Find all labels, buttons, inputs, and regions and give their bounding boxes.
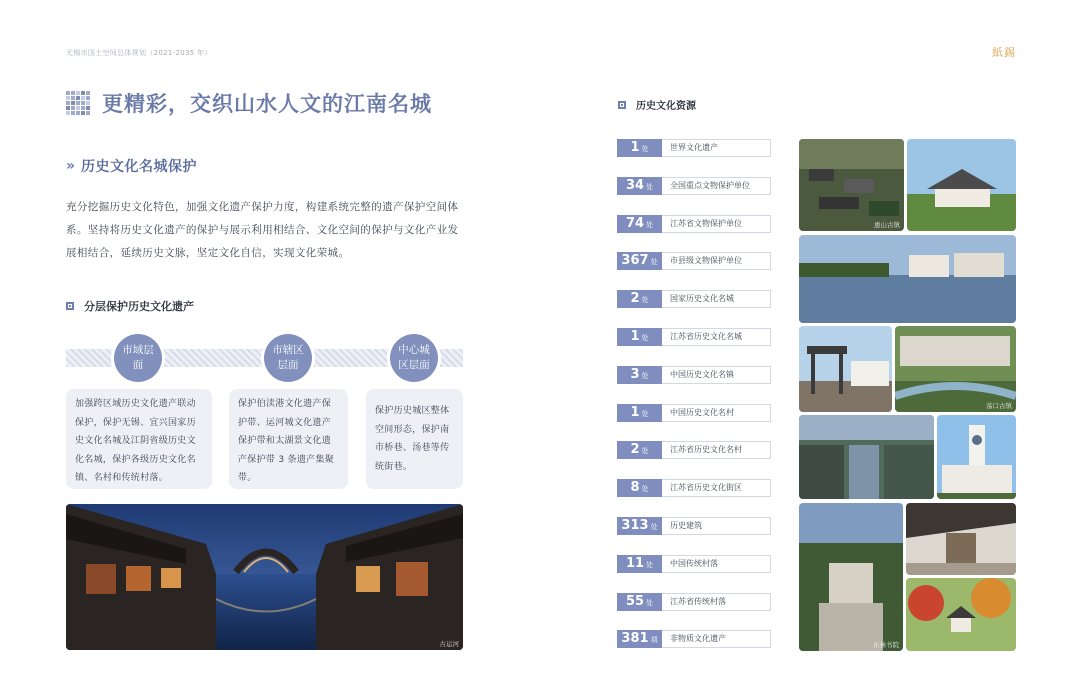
- resource-number: 313: [621, 518, 649, 533]
- old-street-illustration: [799, 415, 934, 499]
- resource-unit: 处: [641, 296, 649, 305]
- photo-clock-tower: [937, 415, 1016, 499]
- canal-night-photo: [66, 504, 463, 650]
- section-title: 分层保护历史文化遗产: [84, 300, 194, 313]
- resource-row: [617, 593, 771, 611]
- dangkou-illustration: [895, 326, 1016, 412]
- aerial-town-illustration: [799, 139, 904, 231]
- intro-paragraph: 充分挖掘历史文化特色，加强文化遗产保护力度，构建系统完整的遗产保护空间体系。坚持将历史文化遗产的保护与展示利用相结合、文化空间的保护与文化产业发展相结合，延续历史文脉，坚定文化自信，实现文化荣城。: [66, 201, 459, 259]
- resource-unit: 处: [641, 145, 649, 153]
- resource-unit: 处: [641, 485, 649, 494]
- resource-label: 世界文化遗产: [662, 139, 771, 157]
- resource-count: [617, 479, 662, 497]
- resource-unit: 处: [646, 220, 654, 229]
- document-header: 无锡市国土空间总体规划（2021-2035 年）: [66, 49, 212, 57]
- resource-number: 8: [630, 480, 640, 496]
- sub-heading: [66, 156, 197, 176]
- courtyard-illustration: [906, 503, 1016, 575]
- resources-title: 历史文化资源: [636, 101, 696, 112]
- donglin-illustration: [799, 503, 903, 651]
- resource-number: 381: [621, 631, 649, 647]
- level-card-city: 加强跨区域历史文化遗产联动保护，保护无锡、宜兴国家历史文化名城及江阴省级历史文化名城，保护各级历史文化名镇、名村和传统村落。: [66, 389, 212, 489]
- photo-canal-village: [799, 235, 1016, 323]
- resource-count: [617, 517, 662, 535]
- resource-label: 历史建筑: [662, 517, 771, 535]
- resource-row: [617, 366, 771, 384]
- photo-caption: 东林书院: [873, 641, 899, 649]
- autumn-garden-illustration: [906, 578, 1016, 651]
- resource-row: [617, 630, 771, 648]
- resource-label: 全国重点文物保护单位: [662, 177, 771, 195]
- level-card-center: 保护历史城区整体空间形态，保护南市桥巷、汤巷等传统街巷。: [366, 389, 463, 489]
- sub-heading-title: 历史文化名城保护: [81, 159, 198, 175]
- resource-unit: 处: [646, 598, 654, 607]
- photo-donglin-gate: [799, 503, 903, 651]
- title-block: [66, 88, 432, 118]
- photo-huishan-aerial: [799, 139, 904, 231]
- resource-label: 国家历史文化名城: [662, 290, 771, 308]
- photo-caption: 惠山古镇: [874, 221, 900, 229]
- resource-unit: 处: [641, 371, 649, 380]
- resource-label: 市县级文物保护单位: [662, 252, 771, 270]
- town-house-illustration: [907, 139, 1016, 231]
- resource-row: [617, 215, 771, 233]
- level-badge-district: 市辖区层面: [264, 334, 312, 382]
- gate-illustration: [799, 326, 892, 412]
- square-bullet-icon: [66, 302, 74, 310]
- photo-town-house: [907, 139, 1016, 231]
- resource-label: 江苏省历史文化名城: [662, 328, 771, 346]
- photo-old-street: [799, 415, 934, 499]
- resource-label: 中国历史文化名村: [662, 404, 771, 422]
- resource-unit: 处: [641, 409, 649, 418]
- resource-number: 1: [630, 329, 640, 344]
- resource-number: 74: [625, 215, 645, 231]
- resources-heading: [618, 97, 696, 112]
- photo-caption: 古运河: [439, 640, 459, 648]
- resource-number: 34: [625, 177, 645, 193]
- clock-tower-illustration: [937, 415, 1016, 499]
- resource-count: [617, 290, 662, 308]
- resource-label: 江苏省文物保护单位: [662, 215, 771, 233]
- resource-count: [617, 139, 662, 157]
- resource-row: [617, 177, 771, 195]
- square-bullet-icon: [618, 101, 626, 109]
- resource-unit: 处: [646, 182, 654, 191]
- photo-gate: [799, 326, 892, 412]
- resource-row: [617, 328, 771, 346]
- resource-row: [617, 555, 771, 573]
- resource-unit: 处: [646, 560, 654, 569]
- resource-count: [617, 555, 662, 573]
- resource-number: 1: [630, 404, 640, 420]
- resource-row: [617, 517, 771, 535]
- resource-count: [617, 593, 662, 611]
- resource-count: [617, 366, 662, 384]
- level-card-district: 保护伯渎港文化遗产保护带、运河城文化遗产保护带和太湖景文化遗产保护带 3 条遗产集聚带。: [229, 389, 348, 489]
- resource-number: 55: [625, 593, 645, 609]
- resource-count: [617, 252, 662, 270]
- resource-count: [617, 215, 662, 233]
- resource-number: 11: [625, 555, 645, 571]
- photo-caption: 荡口古镇: [986, 402, 1012, 410]
- resource-count: [617, 630, 662, 648]
- resource-number: 1: [630, 140, 640, 155]
- page-title: 更精彩，交织山水人文的江南名城: [102, 91, 432, 116]
- resource-number: 367: [621, 253, 649, 269]
- resource-count: [617, 328, 662, 346]
- resource-unit: 处: [650, 523, 658, 531]
- canal-night-illustration: [66, 504, 463, 650]
- brand-logo: 紙錫: [992, 46, 1016, 59]
- resource-unit: 处: [641, 334, 649, 342]
- photo-autumn-garden: [906, 578, 1016, 651]
- resource-label: 中国历史文化名镇: [662, 366, 771, 384]
- resource-row: [617, 404, 771, 422]
- resource-count: [617, 441, 662, 459]
- resource-label: 中国传统村落: [662, 555, 771, 573]
- resource-count: [617, 404, 662, 422]
- resource-count: [617, 177, 662, 195]
- resource-number: 2: [630, 291, 640, 307]
- resource-row: [617, 139, 771, 157]
- resource-row: [617, 479, 771, 497]
- canal-village-illustration: [799, 235, 1016, 323]
- resource-unit: 处: [650, 258, 658, 267]
- resource-row: [617, 290, 771, 308]
- level-badge-center: 中心城区层面: [390, 334, 438, 382]
- resource-label: 江苏省历史文化街区: [662, 479, 771, 497]
- resource-unit: 处: [641, 447, 649, 456]
- photo-dangkou-town: [895, 326, 1016, 412]
- resource-label: 非物质文化遗产: [662, 630, 771, 648]
- resource-row: [617, 441, 771, 459]
- photo-courtyard: [906, 503, 1016, 575]
- level-badge-city: 市域层面: [114, 334, 162, 382]
- resource-unit: 项: [650, 636, 658, 645]
- section-heading: [66, 298, 194, 314]
- resource-number: 3: [630, 366, 640, 382]
- resource-label: 江苏省历史文化名村: [662, 441, 771, 459]
- grid-icon: [66, 91, 90, 115]
- resource-row: [617, 252, 771, 270]
- resource-number: 2: [630, 442, 640, 458]
- double-chevron-icon: »: [66, 158, 76, 174]
- resource-label: 江苏省传统村落: [662, 593, 771, 611]
